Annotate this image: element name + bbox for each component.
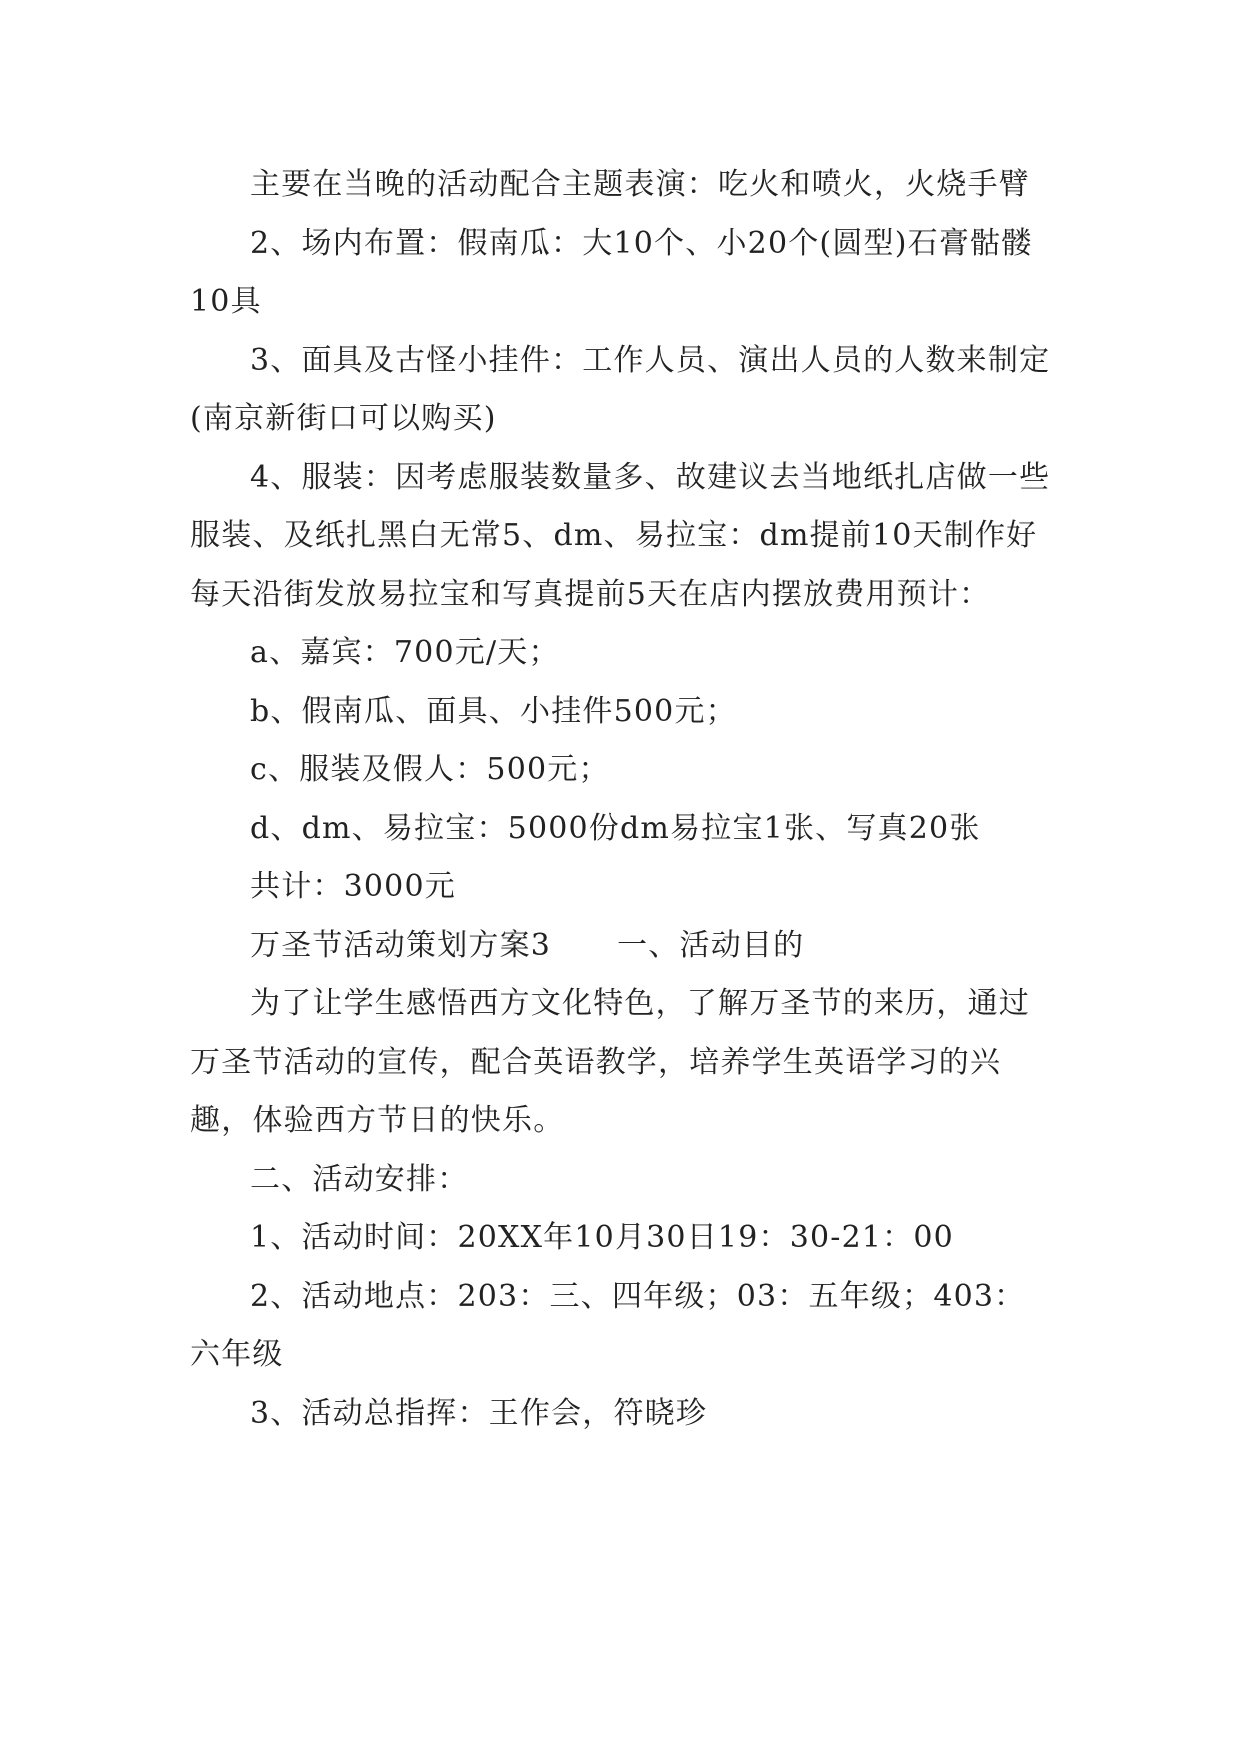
paragraph-venue-setup: 2、场内布置：假南瓜：大10个、小20个(圆型)石膏骷髅10具 bbox=[190, 225, 1033, 319]
paragraph-masks: 3、面具及古怪小挂件：工作人员、演出人员的人数来制定(南京新街口可以购买) bbox=[190, 342, 1051, 436]
budget-item-guests: a、嘉宾：700元/天； bbox=[250, 635, 560, 670]
paragraph-activity-director: 3、活动总指挥：王作会，符晓珍 bbox=[250, 1395, 708, 1431]
paragraph-purpose: 为了让学生感悟西方文化特色，了解万圣节的来历，通过万圣节活动的宣传，配合英语教学，培养学生英语学习的兴趣，体验西方节日的快乐。 bbox=[190, 986, 1030, 1138]
budget-total: 共计：3000元 bbox=[250, 869, 456, 904]
paragraph-activity-location: 2、活动地点：203：三、四年级；03：五年级；403：六年级 bbox=[190, 1278, 1026, 1372]
section-heading bbox=[190, 917, 1052, 976]
budget-item-props: b、假南瓜、面具、小挂件500元； bbox=[250, 693, 737, 729]
document-body bbox=[190, 156, 1052, 1443]
paragraph-arrangement-heading: 二、活动安排： bbox=[250, 1161, 469, 1197]
paragraph-activity-time: 1、活动时间：20XX年10月30日19：30-21：00 bbox=[250, 1220, 954, 1255]
paragraph-costumes: 4、服装：因考虑服装数量多、故建议去当地纸扎店做一些服装、及纸扎黑白无常5、dm、易拉宝：dm提前10天制作好每天沿街发放易拉宝和写真提前5天在店内摆放费用预计： bbox=[190, 459, 1051, 612]
budget-item-costumes: c、服装及假人：500元； bbox=[250, 752, 610, 787]
section-title: 万圣节活动策划方案3 bbox=[250, 927, 552, 963]
paragraph-performance: 主要在当晚的活动配合主题表演：吃火和喷火，火烧手臂 bbox=[250, 167, 1030, 202]
section-subtitle: 一、活动目的 bbox=[617, 927, 805, 963]
budget-item-dm: d、dm、易拉宝：5000份dm易拉宝1张、写真20张 bbox=[250, 810, 981, 846]
